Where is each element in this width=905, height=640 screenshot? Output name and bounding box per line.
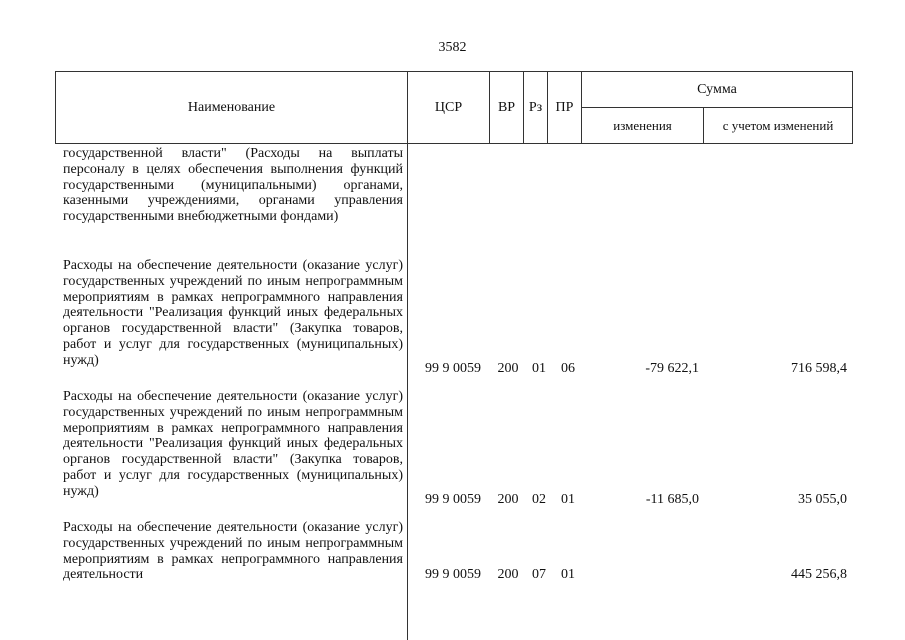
- row-pr: 01: [561, 567, 575, 582]
- column-header-csr: ЦСР: [408, 72, 490, 144]
- column-divider: [407, 144, 408, 640]
- row-name: Расходы на обеспечение деятельности (оказание услуг) государственных учреждений по иным непрограммным мероприятиям в рамках непрограммного направления деятельности "Реализация функций иных федеральных органов государственной власти" (Закупка товаров, работ и услуг для государственных (муниципальных) нужд): [63, 258, 403, 368]
- column-header-sum: Сумма: [582, 72, 853, 108]
- table-body: [55, 144, 852, 640]
- row-name: государственной власти" (Расходы на выплаты персоналу в целях обеспечения выполнения функций государственными (муниципальными) органами, казенными учреждениями, органами управления государственными внебюджетными фондами): [63, 146, 403, 225]
- row-name: Расходы на обеспечение деятельности (оказание услуг) государственных учреждений по иным непрограммным мероприятиям в рамках непрограммного направления деятельности: [63, 520, 403, 583]
- table-header: [55, 71, 853, 144]
- row-total: 35 055,0: [798, 492, 847, 507]
- row-vr: 200: [497, 361, 519, 376]
- row-csr: 99 9 0059: [425, 492, 481, 507]
- column-header-pr: ПР: [548, 72, 582, 144]
- row-rz: 02: [532, 492, 546, 507]
- row-total: 445 256,8: [791, 567, 847, 582]
- page-number: 3582: [438, 40, 467, 55]
- row-vr: 200: [497, 492, 519, 507]
- column-header-rz: Рз: [524, 72, 548, 144]
- column-header-change: изменения: [582, 108, 704, 144]
- row-pr: 01: [561, 492, 575, 507]
- row-rz: 01: [532, 361, 546, 376]
- column-header-with-changes: с учетом изменений: [704, 108, 853, 144]
- row-total: 716 598,4: [791, 361, 847, 376]
- row-csr: 99 9 0059: [425, 361, 481, 376]
- row-change: -11 685,0: [645, 492, 699, 507]
- row-change: -79 622,1: [645, 361, 699, 376]
- column-header-name: Наименование: [56, 72, 408, 144]
- row-name: Расходы на обеспечение деятельности (оказание услуг) государственных учреждений по иным непрограммным мероприятиям в рамках непрограммного направления деятельности "Реализация функций иных федеральных органов государственной власти" (Закупка товаров, работ и услуг для государственных (муниципальных) нужд): [63, 389, 403, 499]
- row-pr: 06: [561, 361, 575, 376]
- row-csr: 99 9 0059: [425, 567, 481, 582]
- column-header-vr: ВР: [490, 72, 524, 144]
- row-vr: 200: [497, 567, 519, 582]
- row-rz: 07: [532, 567, 546, 582]
